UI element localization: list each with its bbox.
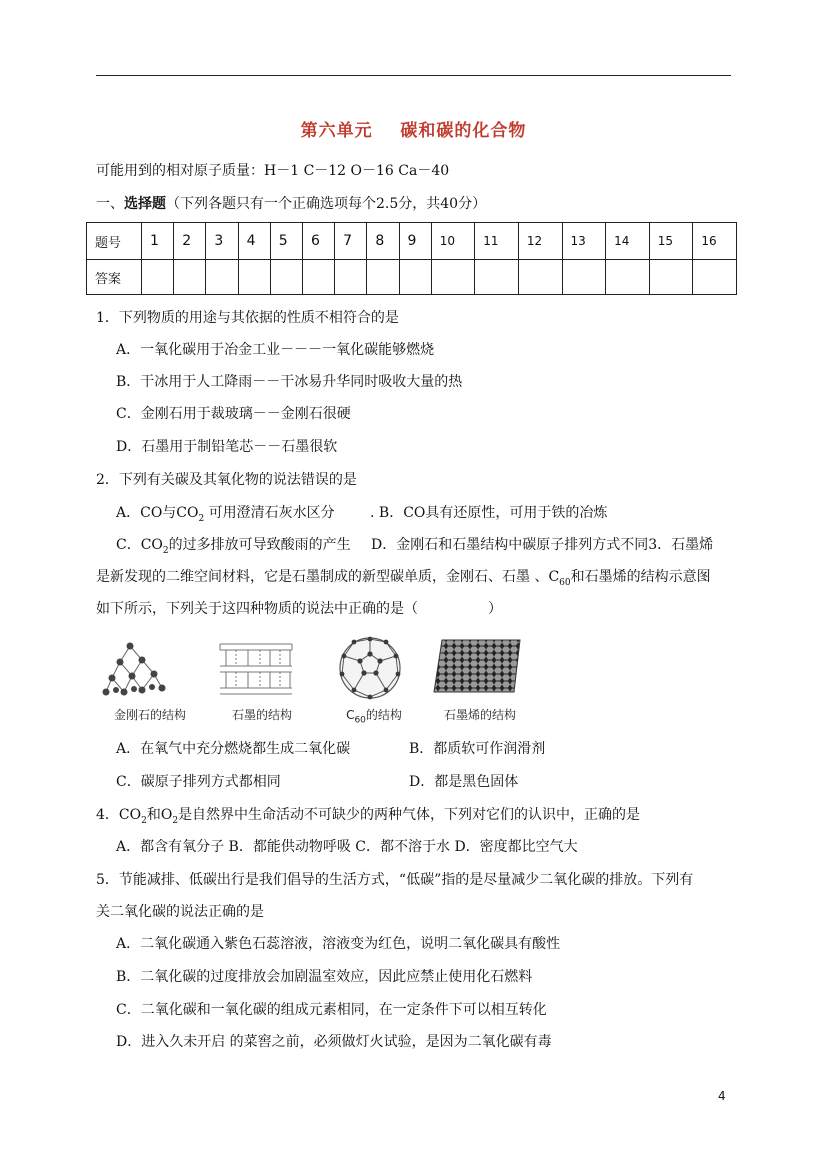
- question-number: 1: [142, 223, 174, 260]
- q3-option-d: D．都是黑色固体: [409, 774, 519, 790]
- question-number: 4: [238, 223, 270, 260]
- answer-cell[interactable]: [606, 260, 650, 295]
- q1-option-c: C．金刚石用于裁玻璃－－金刚石很硬: [116, 406, 351, 422]
- q3-stem-start: 3．石墨烯: [648, 537, 714, 553]
- question-number: 6: [302, 223, 334, 260]
- page-number: 4: [718, 1089, 726, 1103]
- question-number: 3: [206, 223, 238, 260]
- question-number: 11: [475, 223, 519, 260]
- diamond-figure: [100, 632, 200, 724]
- answer-cell[interactable]: [367, 260, 399, 295]
- question-number: 16: [693, 223, 737, 260]
- diamond-caption: 金刚石的结构: [113, 708, 186, 722]
- q5-option-d: D．进入久未开启 的菜窖之前，必须做灯火试验，是因为二氧化碳有毒: [116, 1034, 552, 1050]
- q5-stem-line2: 关二氧化碳的说法正确的是: [96, 904, 264, 920]
- q4-options: A．都含有氧分子 B．都能供动物呼吸 C．都不溶于水 D．密度都比空气大: [116, 839, 578, 855]
- graphite-figure: [212, 632, 312, 724]
- answer-cell[interactable]: [693, 260, 737, 295]
- q3-stem-line3: 如下所示，下列关于这四种物质的说法中正确的是（ ）: [96, 601, 502, 617]
- question-number: 15: [649, 223, 693, 260]
- question-number: 13: [562, 223, 606, 260]
- answer-cell[interactable]: [270, 260, 302, 295]
- q1-option-d: D．石墨用于制铅笔芯－－石墨很软: [116, 439, 338, 455]
- answer-cell[interactable]: [335, 260, 367, 295]
- section-title: 选择题: [124, 196, 166, 212]
- q2-option-d: D．金刚石和石墨结构中碳原子排列方式不同: [371, 537, 649, 553]
- c60-caption: $C_{60}$的结构: [346, 708, 402, 726]
- diamond-structure-icon: [100, 632, 200, 704]
- answer-table: [86, 222, 737, 295]
- question-number: 5: [270, 223, 302, 260]
- q1-option-b: B．干冰用于人工降雨－－干冰易升华同时吸收大量的热: [116, 374, 463, 390]
- answer-cell[interactable]: [174, 260, 206, 295]
- question-number: 9: [399, 223, 431, 260]
- answer-cell[interactable]: [302, 260, 334, 295]
- q5-stem-line1: 5．节能减排、低碳出行是我们倡导的生活方式，“低碳”指的是尽量减少二氧化碳的排放。下列有: [96, 872, 694, 888]
- question-number: 12: [518, 223, 562, 260]
- c60-figure: [324, 632, 424, 724]
- answer-cell[interactable]: [399, 260, 431, 295]
- q3-option-b: B．都质软可作润滑剂: [409, 741, 546, 757]
- q2-stem: 2．下列有关碳及其氧化物的说法错误的是: [96, 472, 357, 488]
- c60-structure-icon: [324, 632, 424, 704]
- row-label-answer: 答案: [87, 260, 142, 295]
- q2-option-d-q3-start: [371, 535, 713, 555]
- q2-option-a: A．CO与$CO_2$ 可用澄清石灰水区分: [116, 505, 335, 524]
- atomic-masses-line: 可能用到的相对原子质量：H－1 C－12 O－16 Ca－40: [96, 163, 450, 179]
- question-number: 14: [606, 223, 650, 260]
- answer-cell[interactable]: [238, 260, 270, 295]
- answer-cell[interactable]: [649, 260, 693, 295]
- q3-option-a: A．在氧气中充分燃烧都生成二氧化碳: [116, 741, 351, 757]
- section-heading: [96, 194, 486, 214]
- answer-cell[interactable]: [562, 260, 606, 295]
- graphene-structure-icon: [430, 632, 530, 704]
- graphene-figure: [430, 632, 530, 724]
- graphene-caption: 石墨烯的结构: [443, 708, 516, 722]
- graphite-caption: 石墨的结构: [231, 708, 292, 722]
- q5-option-b: B．二氧化碳的过度排放会加剧温室效应，因此应禁止使用化石燃料: [116, 969, 533, 985]
- q2-option-c: C．$CO_2$的过多排放可导致酸雨的产生: [116, 537, 351, 556]
- row-label-number: 题号: [87, 223, 142, 260]
- section-prefix: 一、: [96, 196, 124, 212]
- q4-stem: 4．$CO_2$和$O_2$是自然界中生命活动不可缺少的两种气体，下列对它们的认识中，正确的是: [96, 807, 641, 826]
- question-number: 2: [174, 223, 206, 260]
- q5-option-c: C．二氧化碳和一氧化碳的组成元素相同，在一定条件下可以相互转化: [116, 1002, 547, 1018]
- q5-option-a: A．二氧化碳通入紫色石蕊溶液，溶液变为红色，说明二氧化碳具有酸性: [116, 936, 561, 952]
- answer-cell[interactable]: [206, 260, 238, 295]
- answer-cell[interactable]: [475, 260, 519, 295]
- q3-stem-line2: 是新发现的二维空间材料，它是石墨制成的新型碳单质，金刚石、石墨 、$C_{60}$和石墨烯的结构示意图: [96, 569, 711, 588]
- answer-row: [87, 260, 737, 295]
- q1-option-a: A．一氧化碳用于冶金工业－－－一氧化碳能够燃烧: [116, 342, 435, 358]
- section-note: （下列各题只有一个正确选项每个2.5分，共40分）: [166, 196, 487, 212]
- q1-stem: 1．下列物质的用途与其依据的性质不相符合的是: [96, 310, 399, 326]
- answer-cell[interactable]: [142, 260, 174, 295]
- answer-cell[interactable]: [431, 260, 475, 295]
- question-number: 7: [335, 223, 367, 260]
- question-number: 8: [367, 223, 399, 260]
- header-rule: [96, 75, 731, 76]
- page-title: 第六单元 碳和碳的化合物: [300, 121, 527, 141]
- q3-option-c: C．碳原子排列方式都相同: [116, 774, 281, 790]
- q2-option-b: . B．CO具有还原性，可用于铁的冶炼: [370, 505, 608, 521]
- carbon-structures-figure: [100, 632, 530, 724]
- question-number-row: [87, 223, 737, 260]
- graphite-structure-icon: [212, 632, 312, 704]
- answer-cell[interactable]: [518, 260, 562, 295]
- question-number: 10: [431, 223, 475, 260]
